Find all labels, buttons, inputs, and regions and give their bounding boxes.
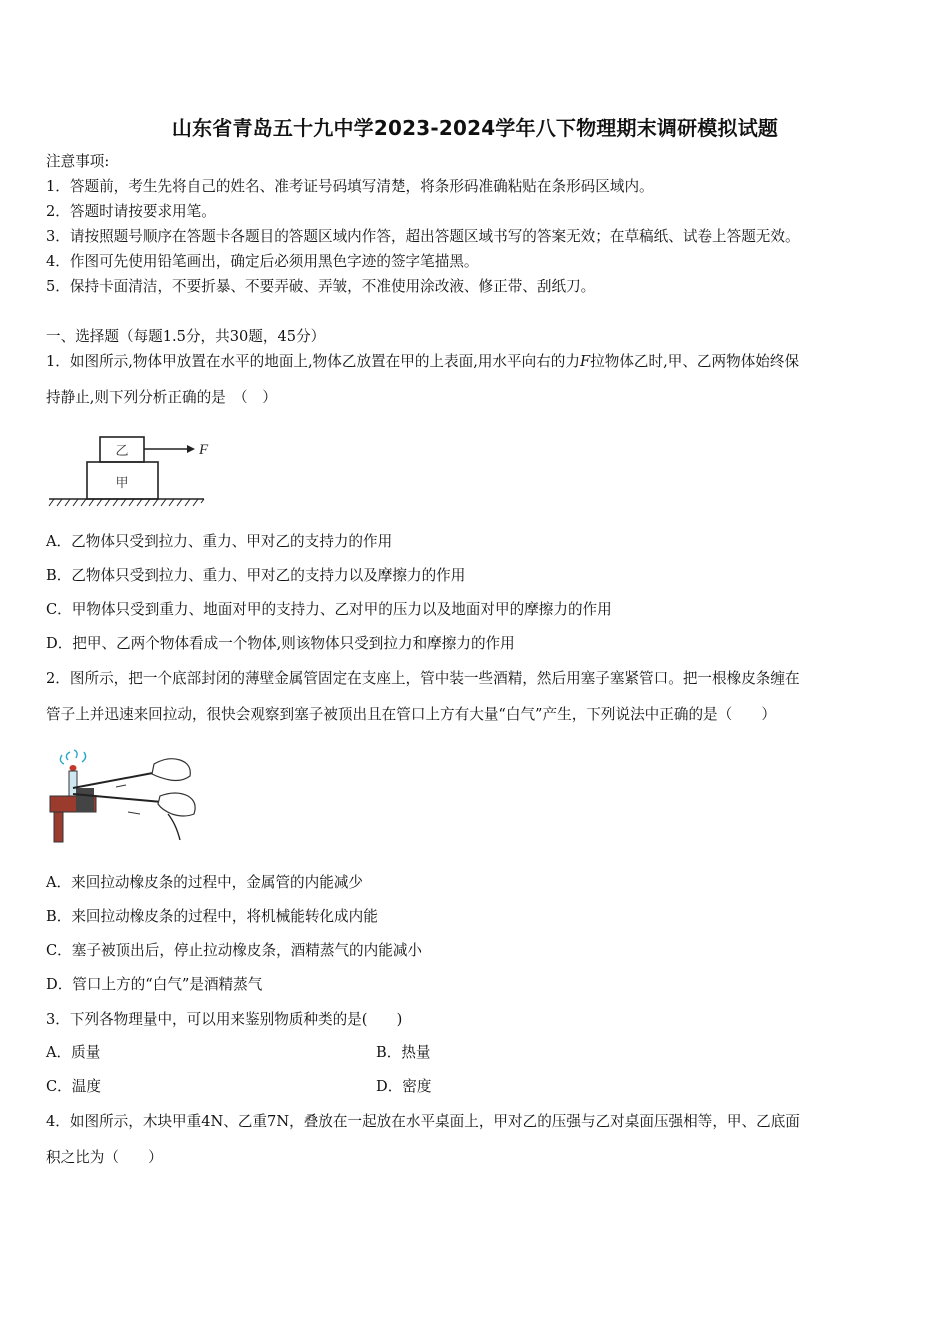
q1-option-d: D．把甲、乙两个物体看成一个物体,则该物体只受到拉力和摩擦力的作用	[46, 635, 515, 652]
white-vapor-icon	[60, 750, 85, 764]
clamp-icon	[76, 788, 94, 812]
block-yi-label: 乙	[115, 444, 129, 459]
q1-stem-line2: 持静止,则下列分析正确的是 （ ）	[46, 389, 277, 406]
q1-stem-part1: 1．如图所示,物体甲放置在水平的地面上,物体乙放置在甲的上表面,用水平向右的力	[46, 353, 580, 370]
q1-option-b: B．乙物体只受到拉力、重力、甲对乙的支持力以及摩擦力的作用	[46, 567, 466, 584]
force-label: F	[199, 442, 209, 458]
q2-option-a: A．来回拉动橡皮条的过程中，金属管的内能减少	[46, 874, 364, 891]
q2-stem-line1: 2．图所示，把一个底部封闭的薄壁金属管固定在支座上，管中装一些酒精，然后用塞子塞紧管口。把一根橡皮条缠在	[46, 670, 800, 687]
q2-option-d: D．管口上方的“白气”是酒精蒸气	[46, 976, 263, 993]
q2-option-c: C．塞子被顶出后，停止拉动橡皮条，酒精蒸气的内能减小	[46, 942, 423, 959]
section-heading: 一、选择题（每题1.5分，共30题，45分）	[46, 328, 326, 345]
notice-heading: 注意事项:	[46, 153, 110, 170]
notice-item-5: 5．保持卡面清洁，不要折暴、不要弄破、弄皱，不准使用涂改液、修正带、刮纸刀。	[46, 278, 596, 295]
q4-stem-line2: 积之比为（ ）	[46, 1149, 163, 1166]
q1-force-symbol: F	[580, 353, 591, 370]
q1-block-figure	[46, 430, 226, 510]
q3-stem: 3．下列各物理量中，可以用来鉴别物质种类的是( )	[46, 1011, 403, 1028]
q1-option-a: A．乙物体只受到拉力、重力、甲对乙的支持力的作用	[46, 533, 393, 550]
metal-tube-icon	[69, 771, 77, 797]
notice-item-4: 4．作图可先使用铅笔画出，确定后必须用黑色字迹的签字笔描黑。	[46, 253, 479, 270]
support-stand-leg	[54, 812, 63, 842]
notice-item-2: 2．答题时请按要求用笔。	[46, 203, 216, 220]
lower-hand-icon	[158, 793, 195, 816]
q2-option-b: B．来回拉动橡皮条的过程中，将机械能转化成内能	[46, 908, 378, 925]
page-title: 山东省青岛五十九中学2023-2024学年八下物理期末调研模拟试题	[171, 116, 779, 140]
q4-stem-line1: 4．如图所示，木块甲重4N、乙重7N，叠放在一起放在水平桌面上，甲对乙的压强与乙对桌面压强相等，甲、乙底面	[46, 1113, 800, 1130]
stopper-icon	[70, 765, 77, 771]
q1-stem-line1	[46, 352, 799, 372]
notice-item-3: 3．请按照题号顺序在答题卡各题目的答题区域内作答，超出答题区域书写的答案无效；在草稿纸、试卷上答题无效。	[46, 228, 800, 245]
strip-end-icon	[168, 814, 180, 840]
upper-hand-icon	[152, 759, 190, 781]
q1-stem-part2: 拉物体乙时,甲、乙两物体始终保	[590, 353, 800, 370]
notice-item-1: 1．答题前，考生先将自己的姓名、准考证号码填写清楚，将条形码准确粘贴在条形码区域内。	[46, 178, 654, 195]
q2-tube-figure	[46, 750, 206, 845]
force-arrow-head	[187, 445, 195, 453]
q3-option-c: C．温度	[46, 1078, 101, 1095]
ground-hatching	[49, 499, 204, 506]
block-jia-label: 甲	[115, 476, 129, 491]
q3-option-a: A．质量	[46, 1044, 101, 1061]
q1-option-c: C．甲物体只受到重力、地面对甲的支持力、乙对甲的压力以及地面对甲的摩擦力的作用	[46, 601, 612, 618]
q3-option-d: D．密度	[376, 1078, 432, 1095]
q2-stem-line2: 管子上并迅速来回拉动，很快会观察到塞子被顶出且在管口上方有大量“白气”产生，下列说法中正确的是（ ）	[46, 706, 777, 723]
q3-option-b: B．热量	[376, 1044, 431, 1061]
